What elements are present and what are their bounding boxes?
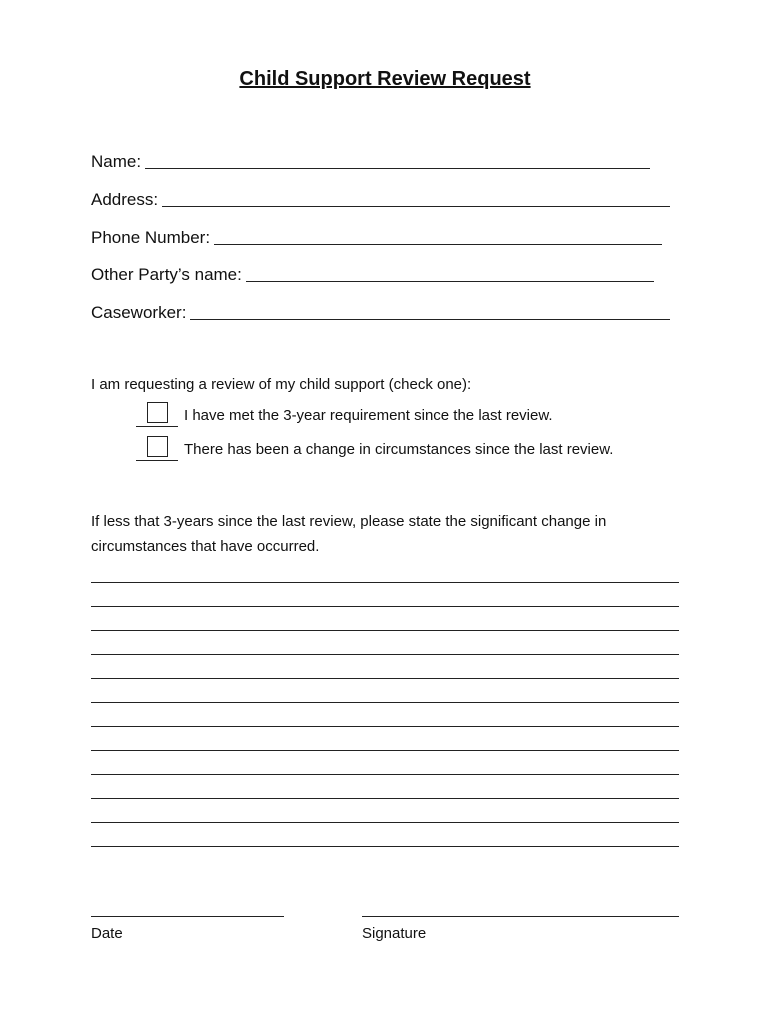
checkbox-underline: [136, 460, 178, 461]
checkbox-box-icon: [147, 402, 168, 423]
name-label: Name:: [91, 152, 142, 171]
review-request-prompt: I am requesting a review of my child support (check one):: [91, 376, 472, 393]
explanation-prompt-line: If less that 3-years since the last review, please state the significant change in: [91, 513, 607, 530]
option-three-year-requirement[interactable]: [136, 402, 553, 428]
caseworker-blank-line[interactable]: [190, 299, 670, 320]
explanation-prompt: [91, 509, 606, 559]
explanation-prompt-line: circumstances that have occurred.: [91, 538, 320, 555]
other-party-name-field[interactable]: [91, 261, 654, 285]
caseworker-label: Caseworker:: [91, 303, 187, 322]
page-title: Child Support Review Request: [239, 68, 531, 90]
other-party-name-blank-line[interactable]: [246, 261, 654, 282]
name-blank-line[interactable]: [145, 148, 650, 169]
date-label: Date: [91, 925, 123, 942]
phone-number-label: Phone Number:: [91, 228, 211, 247]
explanation-line[interactable]: [91, 846, 679, 847]
option-change-in-circumstances[interactable]: [136, 436, 613, 462]
explanation-line[interactable]: [91, 774, 679, 775]
explanation-line[interactable]: [91, 582, 679, 583]
option-label: There has been a change in circumstances since the last review.: [184, 440, 614, 458]
name-field[interactable]: [91, 148, 650, 172]
explanation-line[interactable]: [91, 654, 679, 655]
phone-number-field[interactable]: [91, 224, 662, 248]
signature-line[interactable]: [362, 916, 679, 917]
caseworker-field[interactable]: [91, 299, 670, 323]
explanation-line[interactable]: [91, 798, 679, 799]
option-label: I have met the 3-year requirement since the last review.: [184, 406, 553, 424]
date-line[interactable]: [91, 916, 284, 917]
explanation-line[interactable]: [91, 750, 679, 751]
address-field[interactable]: [91, 186, 670, 210]
phone-number-blank-line[interactable]: [214, 224, 662, 245]
explanation-line[interactable]: [91, 630, 679, 631]
explanation-line[interactable]: [91, 726, 679, 727]
checkbox-underline: [136, 426, 178, 427]
explanation-line[interactable]: [91, 678, 679, 679]
explanation-line[interactable]: [91, 822, 679, 823]
explanation-line[interactable]: [91, 702, 679, 703]
address-blank-line[interactable]: [162, 186, 670, 207]
other-party-name-label: Other Party’s name:: [91, 265, 242, 284]
checkbox-box-icon: [147, 436, 168, 457]
three-year-requirement-checkbox[interactable]: [136, 402, 178, 428]
change-in-circumstances-checkbox[interactable]: [136, 436, 178, 462]
address-label: Address:: [91, 190, 159, 209]
explanation-line[interactable]: [91, 606, 679, 607]
signature-label: Signature: [362, 925, 427, 942]
